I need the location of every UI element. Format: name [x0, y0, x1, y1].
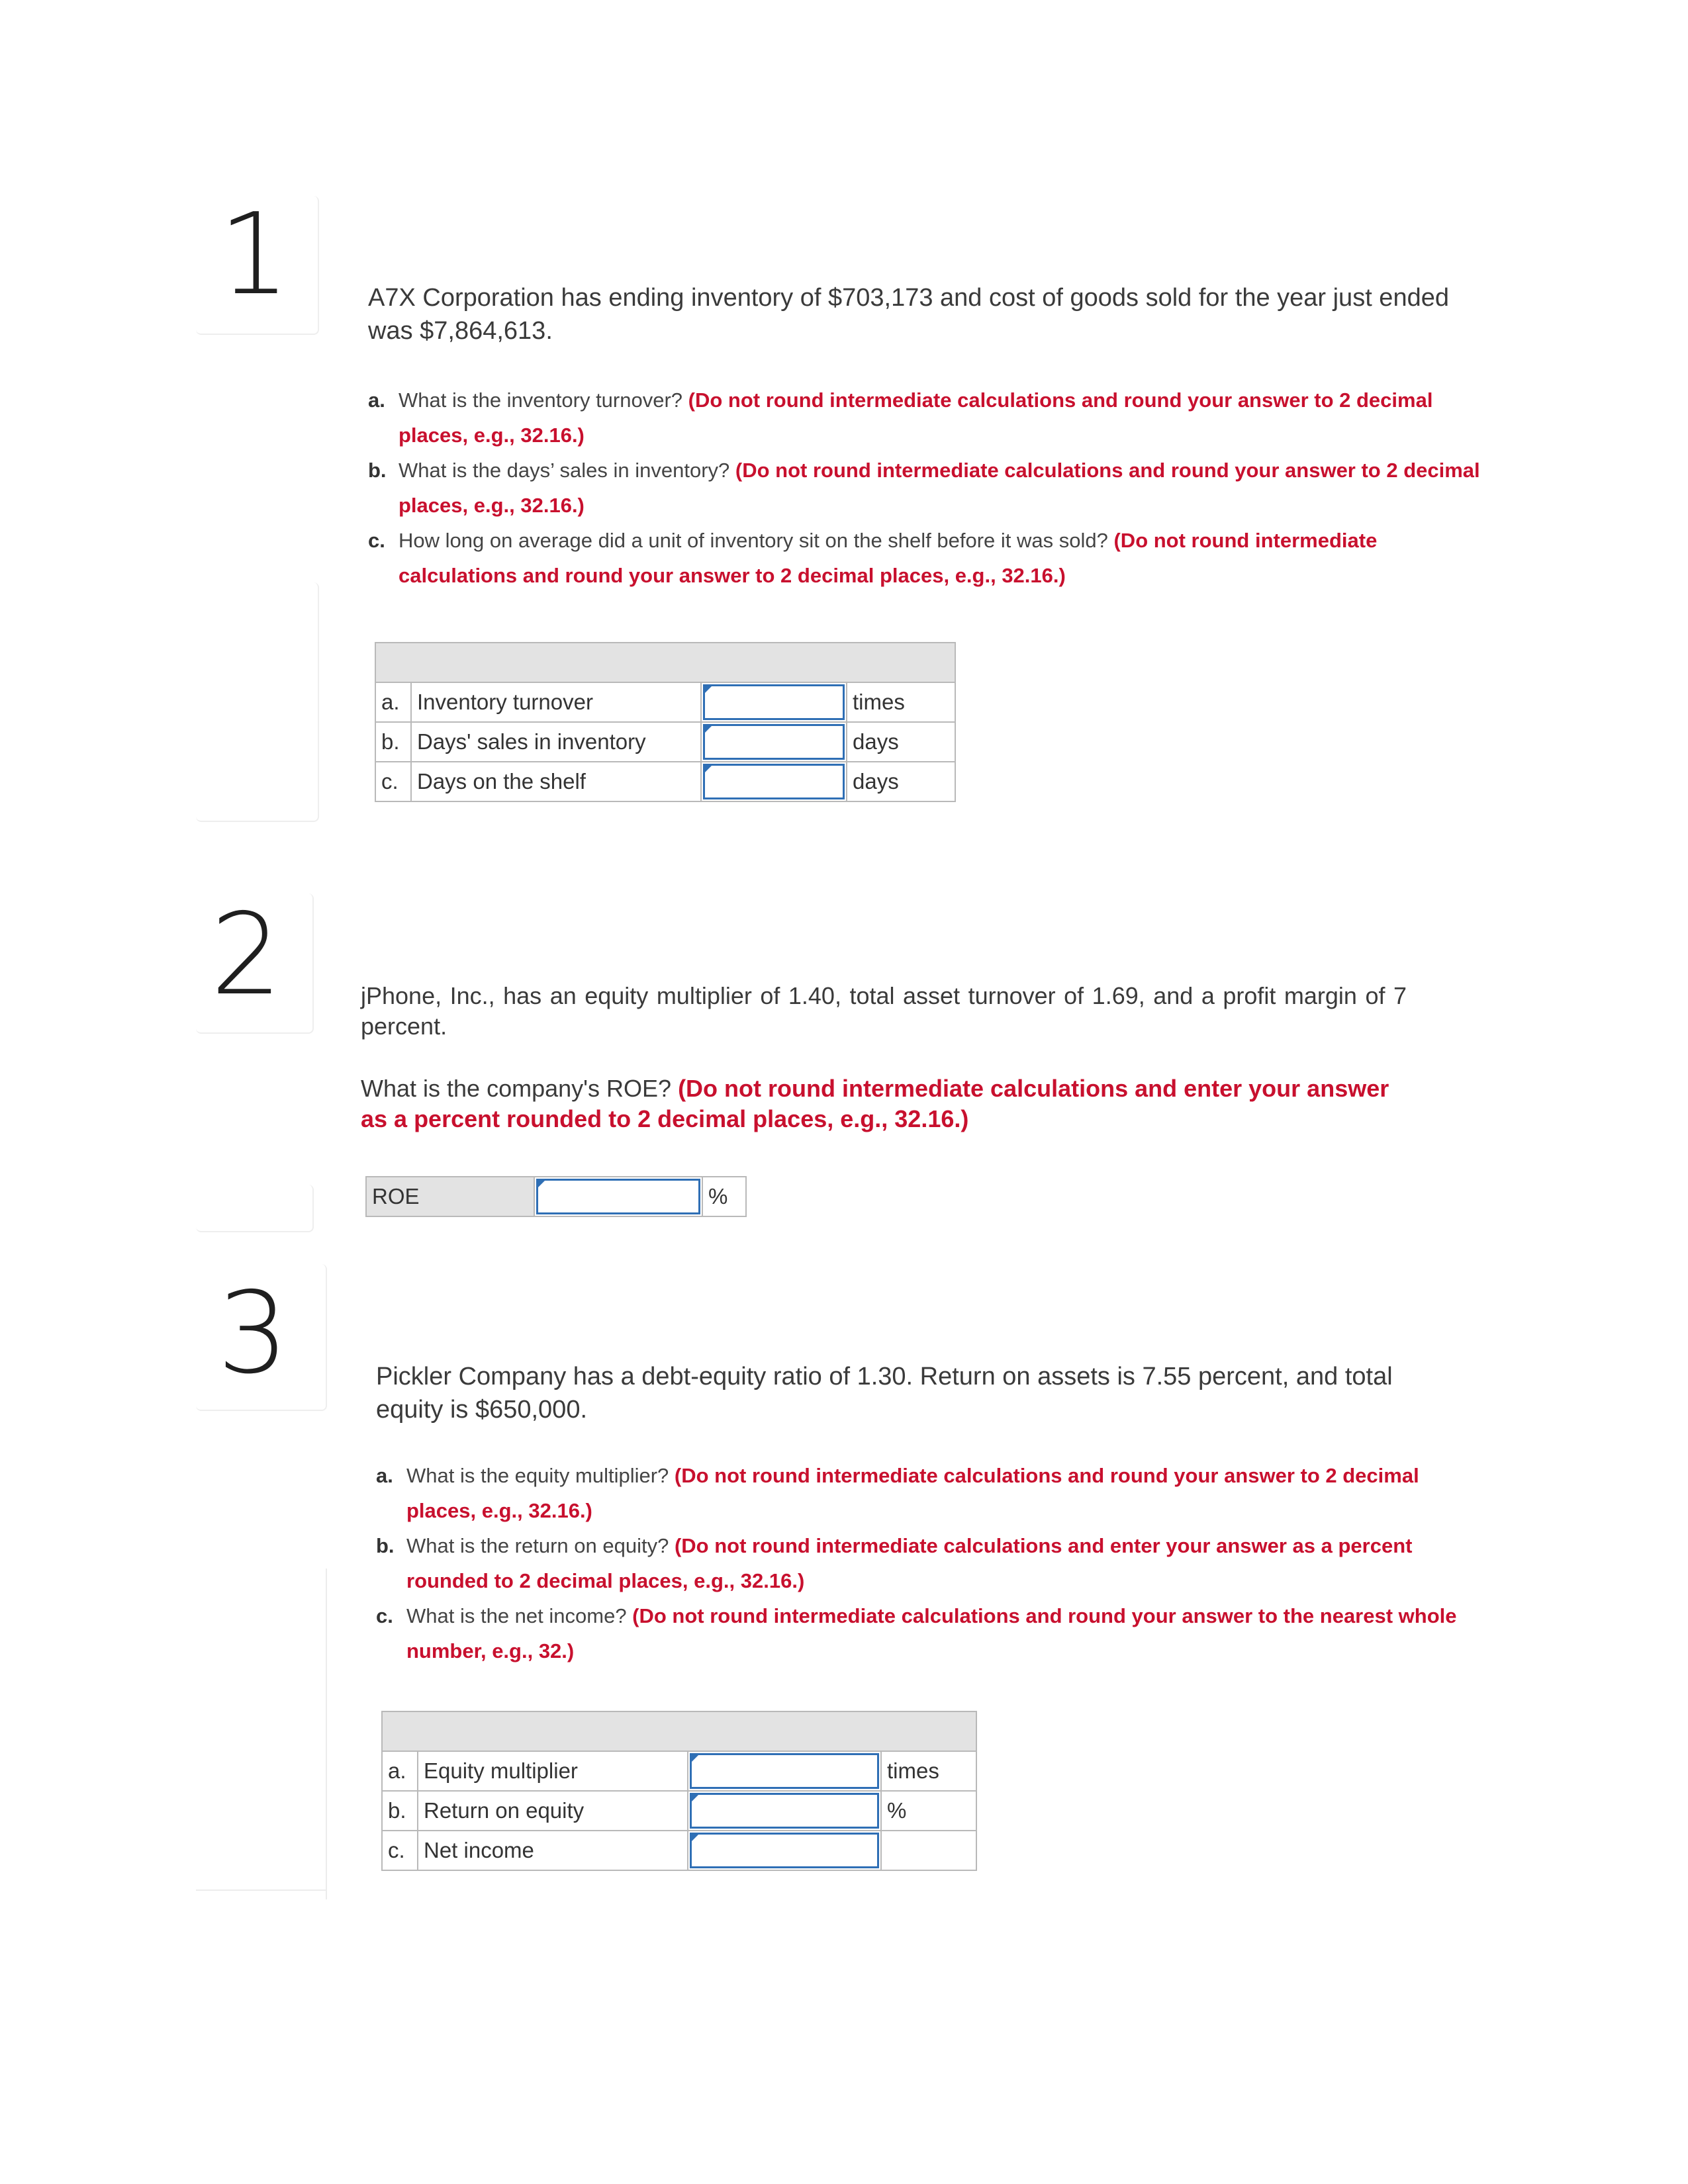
- q3-row-a-label: Equity multiplier: [418, 1751, 688, 1791]
- sidebar-box-2b: [196, 1185, 314, 1232]
- q3-part-c: c. What is the net income? (Do not round intermediate calculations and round your answer to the nearest whole number, e.g., 32.): [376, 1604, 1457, 1662]
- q2-row-roe: [366, 1177, 746, 1216]
- sidebar-rule: [326, 1569, 327, 1899]
- q2-answer-table: [365, 1176, 747, 1217]
- question-number-1: 1: [218, 189, 291, 320]
- q1-parts: [368, 383, 1493, 593]
- q3-row-a: a. Equity multiplier times: [382, 1751, 976, 1791]
- equity-multiplier-input[interactable]: [690, 1753, 879, 1789]
- q1-answer-table: [375, 642, 956, 802]
- q2-question: What is the company's ROE? (Do not round intermediate calculations and enter your answer as a percent rounded to 2 decimal places, e.g., 32.16.): [361, 1075, 1389, 1132]
- roe-input[interactable]: [536, 1179, 700, 1214]
- q1-row-c-label: Days on the shelf: [411, 762, 701, 801]
- q3-table-header: [382, 1711, 976, 1751]
- q3-parts: [376, 1458, 1468, 1668]
- q1-row-a-unit: times: [847, 682, 955, 722]
- q1-row-b: b. Days' sales in inventory days: [375, 722, 955, 762]
- q3-answer-table: [381, 1711, 977, 1871]
- q1-table-header: [375, 643, 955, 682]
- sidebar-box-1b: [196, 582, 319, 822]
- q3-row-c-label: Net income: [418, 1831, 688, 1870]
- q3-part-b: b. What is the return on equity? (Do not round intermediate calculations and enter your answer as a percent rounded to 2 decimal places, e.g., 32.16.): [376, 1534, 1413, 1592]
- net-income-input[interactable]: [690, 1833, 879, 1868]
- roe-unit: %: [702, 1177, 746, 1216]
- q1-part-b: b. What is the days’ sales in inventory? (Do not round intermediate calculations and round your answer to 2 decimal places, e.g., 32.16.): [368, 459, 1480, 517]
- q3-part-a: a. What is the equity multiplier? (Do not round intermediate calculations and round your answer to 2 decimal places, e.g., 32.16.): [376, 1464, 1419, 1522]
- q3-row-b-unit: %: [881, 1791, 976, 1831]
- q1-intro: A7X Corporation has ending inventory of $703,173 and cost of goods sold for the year just ended was $7,864,613.: [368, 284, 1449, 345]
- inventory-turnover-input[interactable]: [703, 684, 845, 720]
- q3-intro: Pickler Company has a debt-equity ratio of 1.30. Return on assets is 7.55 percent, and total equity is $650,000.: [376, 1363, 1393, 1424]
- question-number-3: 3: [217, 1268, 289, 1399]
- days-sales-input[interactable]: [703, 724, 845, 760]
- sidebar-rule-2: [196, 1889, 326, 1891]
- return-on-equity-input[interactable]: [690, 1793, 879, 1829]
- q1-part-a: a. What is the inventory turnover? (Do not round intermediate calculations and round your answer to 2 decimal places, e.g., 32.16.): [368, 388, 1433, 447]
- q1-row-a: a. Inventory turnover times: [375, 682, 955, 722]
- q3-row-c-unit: [881, 1831, 976, 1870]
- roe-label: ROE: [366, 1177, 534, 1216]
- q1-row-b-label: Days' sales in inventory: [411, 722, 701, 762]
- q1-row-a-label: Inventory turnover: [411, 682, 701, 722]
- q1-row-c-unit: days: [847, 762, 955, 801]
- q1-part-c: c. How long on average did a unit of inventory sit on the shelf before it was sold? (Do not round intermediate calculations and round your answer to 2 decimal places, e.g., 32.16.): [368, 529, 1378, 587]
- question-number-2: 2: [211, 889, 283, 1021]
- q1-row-b-unit: days: [847, 722, 955, 762]
- q3-row-c: c. Net income: [382, 1831, 976, 1870]
- days-on-shelf-input[interactable]: [703, 764, 845, 799]
- q3-row-b-label: Return on equity: [418, 1791, 688, 1831]
- q3-row-a-unit: times: [881, 1751, 976, 1791]
- q2-intro: jPhone, Inc., has an equity multiplier of 1.40, total asset turnover of 1.69, and a profit margin of 7 percent.: [361, 982, 1407, 1040]
- q3-row-b: b. Return on equity %: [382, 1791, 976, 1831]
- q1-row-c: c. Days on the shelf days: [375, 762, 955, 801]
